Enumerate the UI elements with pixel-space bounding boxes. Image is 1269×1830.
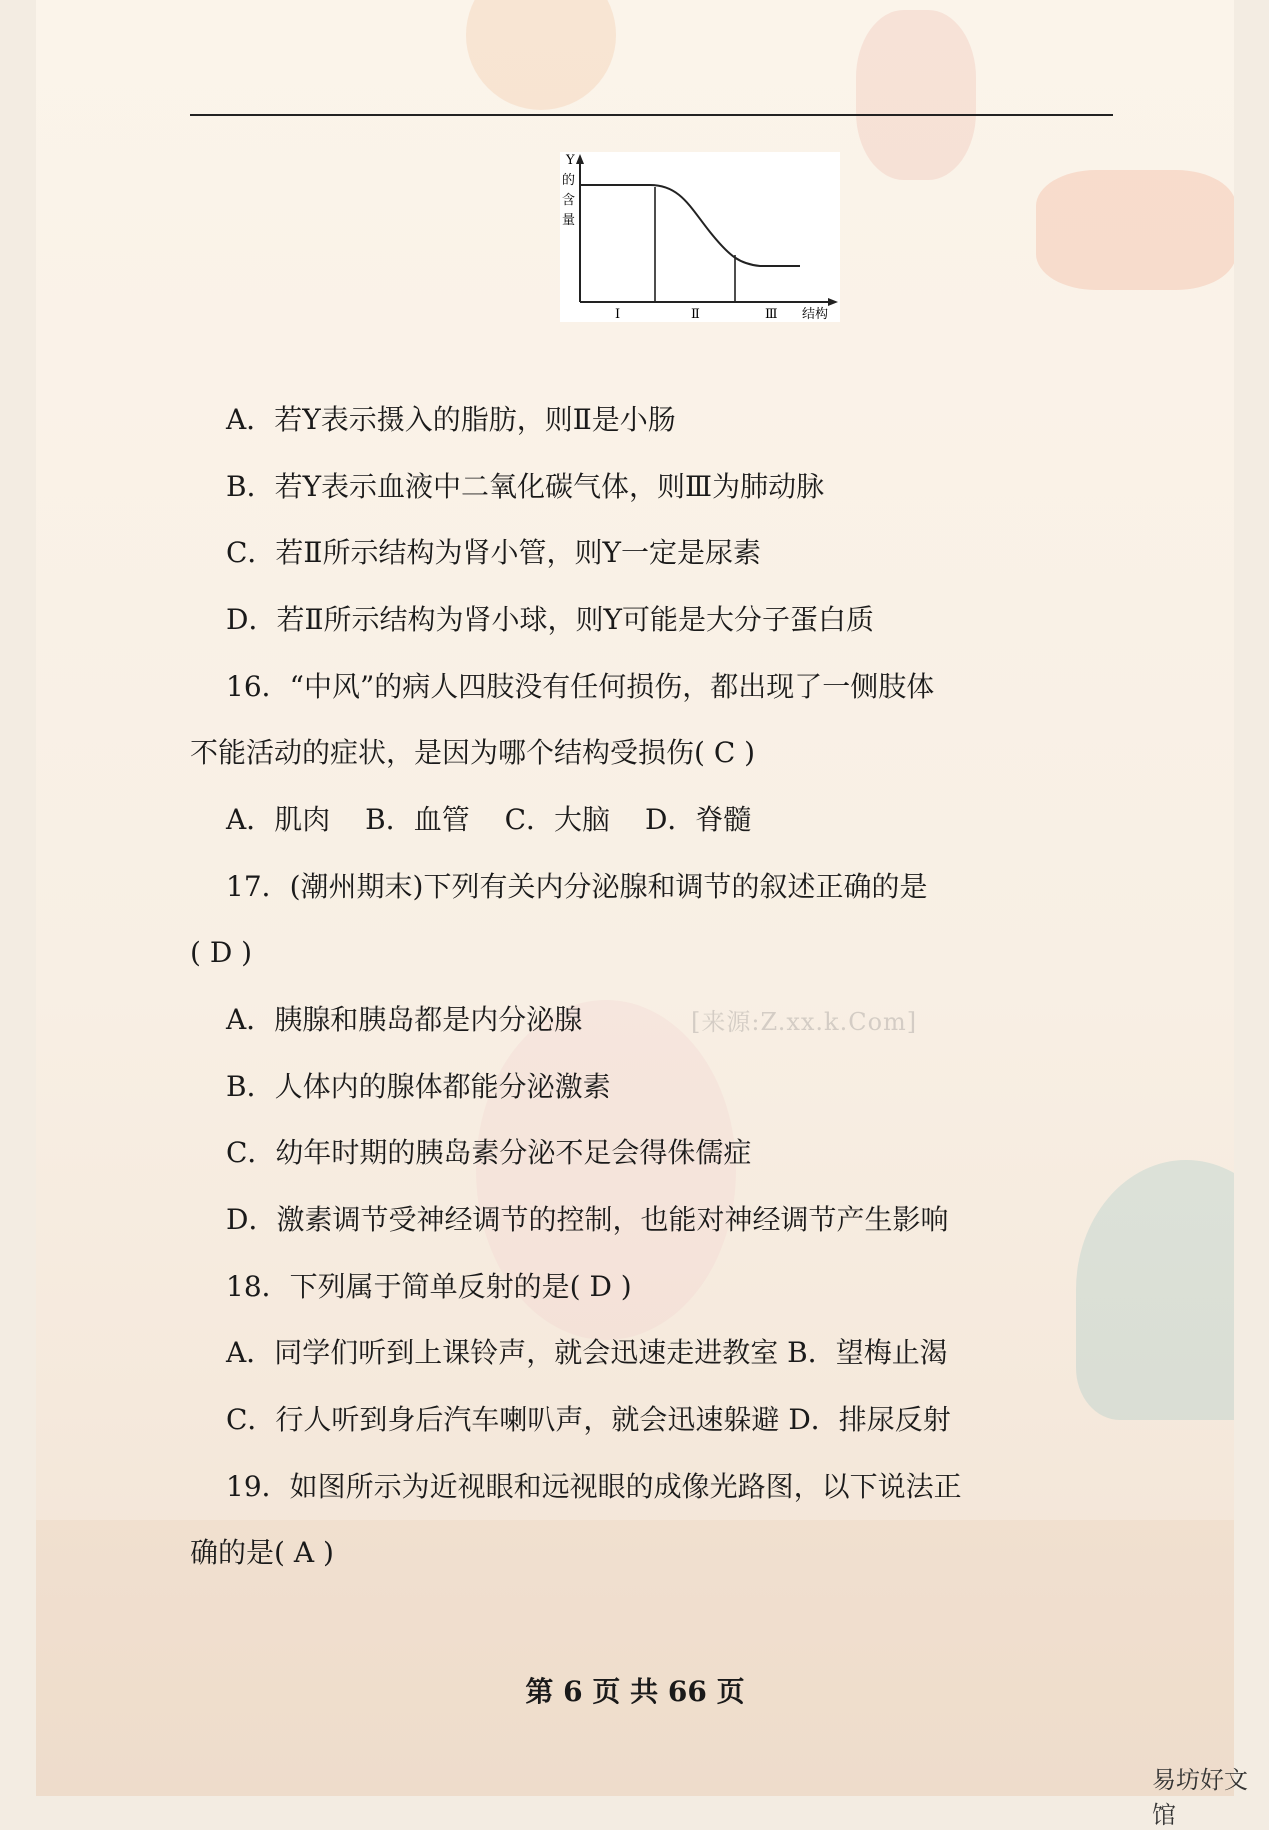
- y-label-char: 含: [562, 193, 576, 208]
- q16-option-c: C．大脑: [504, 803, 611, 836]
- site-brand: 易坊好文馆: [1152, 1766, 1248, 1829]
- y-axis-arrow: [576, 154, 584, 164]
- q17-option-c: C．幼年时期的胰岛素分泌不足会得侏儒症: [226, 1136, 752, 1169]
- segment-label-2: Ⅱ: [691, 307, 700, 322]
- background-lantern-decoration: [1036, 170, 1234, 290]
- header-rule: [190, 114, 1113, 116]
- q18-options-cd: C．行人听到身后汽车喇叭声，就会迅速躲避 D．排尿反射: [226, 1403, 951, 1436]
- content-curve-figure: [560, 152, 840, 322]
- q16-option-b: B．血管: [365, 803, 470, 836]
- background-lantern-decoration: [856, 10, 976, 180]
- q18-stem: 18．下列属于简单反射的是( D ): [226, 1270, 632, 1303]
- segment-label-1: Ⅰ: [615, 307, 621, 322]
- y-label-char: 量: [562, 213, 576, 228]
- q17-option-d: D．激素调节受神经调节的控制，也能对神经调节产生影响: [226, 1203, 949, 1236]
- y-label-char: 的: [562, 173, 576, 188]
- q19-stem: 19．如图所示为近视眼和远视眼的成像光路图，以下说法正: [226, 1470, 962, 1503]
- q15-option-c: C．若Ⅱ所示结构为肾小管，则Y一定是尿素: [226, 536, 761, 569]
- q17-option-b: B．人体内的腺体都能分泌激素: [226, 1070, 611, 1103]
- q15-option-b: B．若Y表示血液中二氧化碳气体，则Ⅲ为肺动脉: [226, 470, 825, 503]
- q19-stem-cont: 确的是( A ): [190, 1536, 334, 1569]
- q17-stem: 17．(潮州期末)下列有关内分泌腺和调节的叙述正确的是: [226, 870, 928, 903]
- page-footer: 第 6 页 共 66 页: [525, 1675, 745, 1708]
- segment-label-3: Ⅲ: [765, 307, 778, 322]
- x-axis-arrow: [828, 298, 838, 306]
- q15-option-d: D．若Ⅱ所示结构为肾小球，则Y可能是大分子蛋白质: [226, 603, 874, 636]
- background-lantern-decoration: [466, 0, 616, 110]
- source-watermark: [来源:Z.xx.k.Com]: [691, 1008, 918, 1036]
- q17-stem-cont: ( D ): [190, 936, 253, 969]
- y-label-char: Y: [566, 153, 575, 168]
- q15-option-a: A．若Y表示摄入的脂肪，则Ⅱ是小肠: [226, 403, 676, 436]
- x-label: 结构: [802, 307, 829, 322]
- document-page: [36, 0, 1234, 1796]
- q16-stem: 16．“中风”的病人四肢没有任何损伤，都出现了一侧肢体: [226, 670, 935, 703]
- q18-options-ab: A．同学们听到上课铃声，就会迅速走进教室 B．望梅止渴: [226, 1336, 948, 1369]
- q16-option-d: D．脊髓: [644, 803, 752, 836]
- q16-options: [226, 800, 1126, 840]
- q16-stem-cont: 不能活动的症状，是因为哪个结构受损伤( C ): [190, 736, 756, 769]
- q17-option-a: A．胰腺和胰岛都是内分泌腺: [226, 1003, 583, 1036]
- q16-option-a: A．肌肉: [226, 803, 331, 836]
- content-curve: [580, 185, 800, 266]
